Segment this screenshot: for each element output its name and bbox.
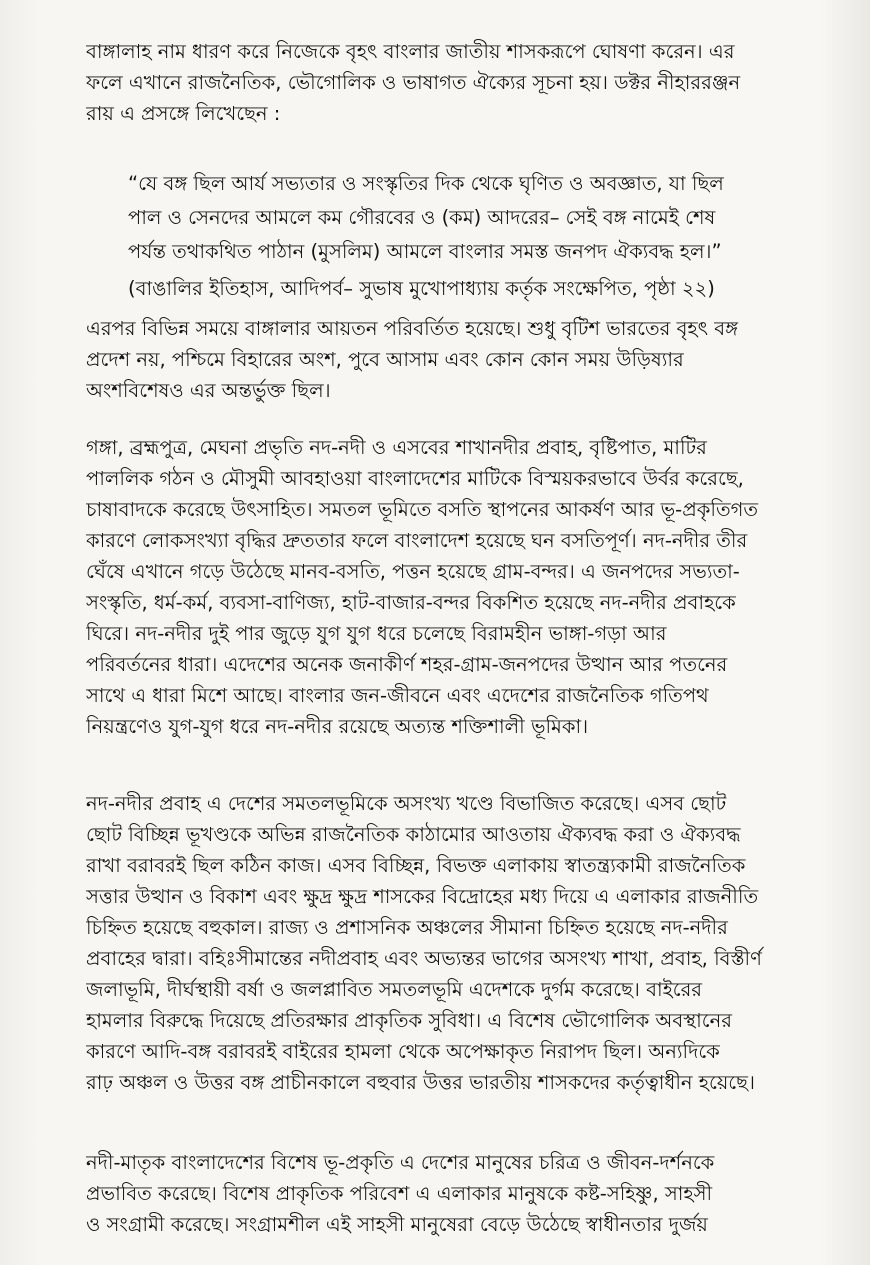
text-line: রায় এ প্রসঙ্গে লিখেছেন : — [86, 102, 281, 125]
block-quote — [128, 167, 862, 269]
text-line: বাঙ্গালাহ নাম ধারণ করে নিজেকে বৃহৎ বাংলার জাতীয় শাসকরূপে ঘোষণা করেন। এর — [86, 40, 735, 63]
text-line: পরিবর্তনের ধারা। এদেশের অনেক জনাকীর্ণ শহর-গ্রাম-জনপদের উত্থান আর পতনের — [86, 653, 728, 676]
text-line: ও সংগ্রামী করেছে। সংগ্রামশীল এই সাহসী মানুষেরা বেড়ে উঠেছে স্বাধীনতার দুর্জয় — [86, 1213, 708, 1236]
quote-line: পাল ও সেনদের আমলে কম গৌরবের ও (কম) আদরের– সেই বঙ্গ নামেই শেষ — [128, 206, 716, 229]
paragraph-2 — [86, 313, 862, 406]
text-line: প্রভাবিত করেছে। বিশেষ প্রাকৃতিক পরিবেশ এ এলাকার মানুষকে কষ্ট-সহিষ্ণু, সাহসী — [86, 1182, 713, 1205]
paragraph-intro — [86, 36, 862, 129]
text-line: ঘেঁষে এখানে গড়ে উঠেছে মানব-বসতি, পত্তন হয়েছে গ্রাম-বন্দর। এ জনপদের সভ্যতা- — [86, 560, 740, 583]
text-line: অংশবিশেষও এর অন্তর্ভুক্ত ছিল। — [86, 379, 331, 402]
text-line: রাখা বরাবরই ছিল কঠিন কাজ। এসব বিচ্ছিন্ন, বিভক্ত এলাকায় স্বাতন্ত্র্যকামী রাজনৈতিক — [86, 854, 746, 877]
paragraph-5 — [86, 1147, 862, 1240]
quote-line: পর্যন্ত তথাকথিত পাঠান (মুসলিম) আমলে বাংলার সমস্ত জনপদ ঐক্যবদ্ধ হল।” — [128, 240, 722, 263]
text-line: প্রবাহের দ্বারা। বহিঃসীমান্তের নদীপ্রবাহ এবং অভ্যন্তর ভাগের অসংখ্য শাখা, প্রবাহ, বিস্তীর্ণ — [86, 947, 762, 970]
text-line: কারণে আদি-বঙ্গ বরাবরই বাইরের হামলা থেকে অপেক্ষাকৃত নিরাপদ ছিল। অন্যদিকে — [86, 1040, 720, 1063]
quote-line: “যে বঙ্গ ছিল আর্য সভ্যতার ও সংস্কৃতির দিক থেকে ঘৃণিত ও অবজ্ঞাত, যা ছিল — [128, 172, 724, 195]
text-line: চিহ্নিত হয়েছে বহুকাল। রাজ্য ও প্রশাসনিক অঞ্চলের সীমানা চিহ্নিত হয়েছে নদ-নদীর — [86, 916, 728, 939]
paragraph-3 — [86, 432, 862, 742]
text-line: নিয়ন্ত্রণেও যুগ-যুগ ধরে নদ-নদীর রয়েছে অত্যন্ত শক্তিশালী ভূমিকা। — [86, 715, 589, 738]
text-line: ছোট বিচ্ছিন্ন ভূখণ্ডকে অভিন্ন রাজনৈতিক কাঠামোর আওতায় ঐক্যবদ্ধ করা ও ঐক্যবদ্ধ — [86, 823, 741, 846]
text-line: জলাভূমি, দীর্ঘস্থায়ী বর্ষা ও জলপ্লাবিত সমতলভূমি এদেশকে দুর্গম করেছে। বাইরের — [86, 978, 703, 1001]
text-line: সাথে এ ধারা মিশে আছে। বাংলার জন-জীবনে এবং এদেশের রাজনৈতিক গতিপথ — [86, 684, 709, 707]
text-line: নদী-মাতৃক বাংলাদেশের বিশেষ ভূ-প্রকৃতি এ দেশের মানুষের চরিত্র ও জীবন-দর্শনকে — [86, 1151, 715, 1174]
text-line: সত্তার উত্থান ও বিকাশ এবং ক্ষুদ্র ক্ষুদ্র শাসকের বিদ্রোহের মধ্য দিয়ে এ এলাকার রাজনীতি — [86, 885, 759, 908]
text-line: গঙ্গা, ব্রহ্মপুত্র, মেঘনা প্রভৃতি নদ-নদী ও এসবের শাখানদীর প্রবাহ, বৃষ্টিপাত, মাটির — [86, 436, 707, 459]
text-line: এরপর বিভিন্ন সময়ে বাঙ্গালার আয়তন পরিবর্তিত হয়েছে। শুধু বৃটিশ ভারতের বৃহৎ বঙ্গ — [86, 317, 739, 340]
paragraph-4 — [86, 788, 862, 1098]
text-line: সংস্কৃতি, ধর্ম-কর্ম, ব্যবসা-বাণিজ্য, হাট-বাজার-বন্দর বিকশিত হয়েছে নদ-নদীর প্রবাহকে — [86, 591, 736, 614]
text-line: কারণে লোকসংখ্যা বৃদ্ধির দ্রুততার ফলে বাংলাদেশ হয়েছে ঘন বসতিপূর্ণ। নদ-নদীর তীর — [86, 529, 748, 552]
text-line: ফলে এখানে রাজনৈতিক, ভৌগোলিক ও ভাষাগত ঐক্যের সূচনা হয়। ডক্টর নীহাররঞ্জন — [86, 71, 741, 94]
text-line: ঘিরে। নদ-নদীর দুই পার জুড়ে যুগ যুগ ধরে চলেছে বিরামহীন ভাঙ্গা-গড়া আর — [86, 622, 667, 645]
text-line: হামলার বিরুদ্ধে দিয়েছে প্রতিরক্ষার প্রাকৃতিক সুবিধা। এ বিশেষ ভৌগোলিক অবস্থানের — [86, 1009, 732, 1032]
text-line: নদ-নদীর প্রবাহ এ দেশের সমতলভূমিকে অসংখ্য খণ্ডে বিভাজিত করেছে। এসব ছোট — [86, 792, 727, 815]
quote-citation: (বাঙালির ইতিহাস, আদিপর্ব– সুভাষ মুখোপাধ্যায় কর্তৃক সংক্ষেপিত, পৃষ্ঠা ২২) — [128, 277, 715, 300]
text-line: প্রদেশ নয়, পশ্চিমে বিহারের অংশ, পুবে আসাম এবং কোন কোন সময় উড়িষ্যার — [86, 348, 684, 371]
text-line: পাললিক গঠন ও মৌসুমী আবহাওয়া বাংলাদেশের মাটিকে বিস্ময়করভাবে উর্বর করেছে, — [86, 467, 744, 490]
text-line: চাষাবাদকে করেছে উৎসাহিত। সমতল ভূমিতে বসতি স্থাপনের আকর্ষণ আর ভূ-প্রকৃতিগত — [86, 498, 759, 521]
text-line: রাঢ় অঞ্চল ও উত্তর বঙ্গ প্রাচীনকালে বহুবার উত্তর ভারতীয় শাসকদের কর্তৃত্বাধীন হয়েছে। — [86, 1071, 755, 1094]
